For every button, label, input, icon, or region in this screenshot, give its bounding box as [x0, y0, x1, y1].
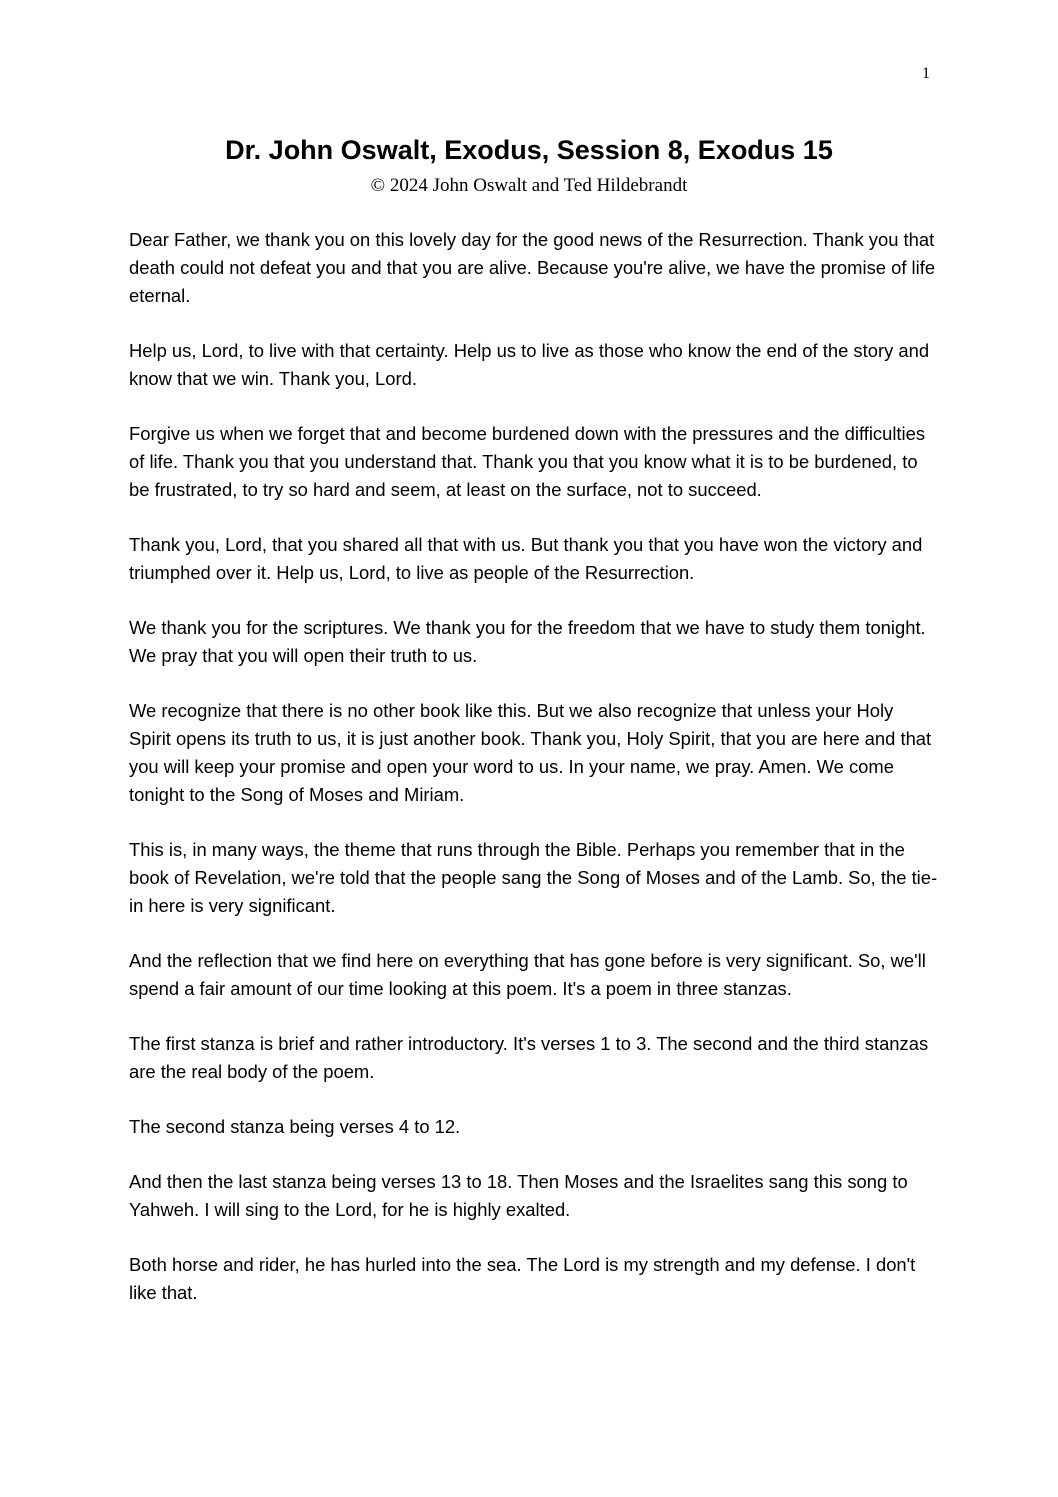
paragraph: The first stanza is brief and rather introductory. It's verses 1 to 3. The second and the third stanzas are the real body of the poem. [129, 1033, 929, 1082]
paragraph: Help us, Lord, to live with that certainty. Help us to live as those who know the end of the story and know that we win. Thank you, Lord. [129, 340, 930, 389]
paragraph: Thank you, Lord, that you shared all that with us. But thank you that you have won the victory and triumphed over it. Help us, Lord, to live as people of the Resurrection. [129, 534, 923, 583]
paragraph: Forgive us when we forget that and become burdened down with the pressures and the difficulties of life. Thank you that you understand that. Thank you that you know what it is to be burdened, to be frustrated, to try so hard and seem, at least on the surface, not to succeed. [129, 423, 926, 500]
page-number: 1 [922, 65, 930, 82]
paragraph: We thank you for the scriptures. We thank you for the freedom that we have to study them tonight. We pray that you will open their truth to us. [129, 617, 926, 666]
paragraph: Dear Father, we thank you on this lovely day for the good news of the Resurrection. Thank you that death could not defeat you and that you are alive. Because you're alive, we have the promise of life eternal. [129, 229, 936, 306]
paragraph: And the reflection that we find here on everything that has gone before is very significant. So, we'll spend a fair amount of our time looking at this poem. It's a poem in three stanzas. [129, 950, 926, 999]
paragraph: The second stanza being verses 4 to 12. [129, 1116, 461, 1137]
paragraph: This is, in many ways, the theme that runs through the Bible. Perhaps you remember that in the book of Revelation, we're told that the people sang the Song of Moses and of the Lamb. So, the tie-in here is very significant. [129, 839, 938, 916]
paragraph: Both horse and rider, he has hurled into the sea. The Lord is my strength and my defense. I don't like that. [129, 1254, 916, 1303]
copyright-line: © 2024 John Oswalt and Ted Hildebrandt [370, 175, 688, 196]
transcript-body [129, 226, 939, 1334]
document-title: Dr. John Oswalt, Exodus, Session 8, Exodus 15 [225, 135, 833, 165]
paragraph: And then the last stanza being verses 13 to 18. Then Moses and the Israelites sang this song to Yahweh. I will sing to the Lord, for he is highly exalted. [129, 1171, 908, 1220]
paragraph: We recognize that there is no other book like this. But we also recognize that unless your Holy Spirit opens its truth to us, it is just another book. Thank you, Holy Spirit, that you are here and that you will keep your promise and open your word to us. In your name, we pray. Amen. We come tonight to the Song of Moses and Miriam. [129, 700, 932, 805]
